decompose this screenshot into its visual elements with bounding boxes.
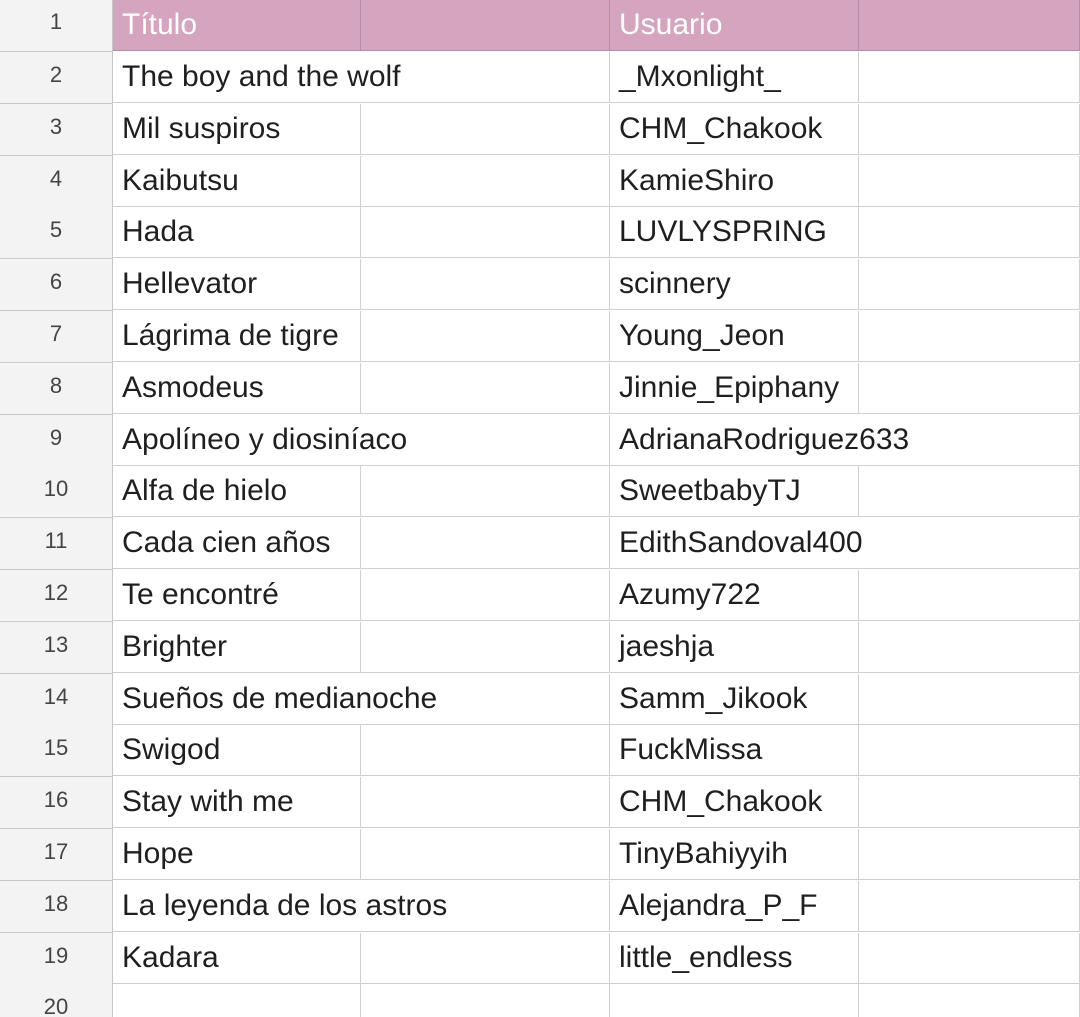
table-row: [0, 363, 1080, 415]
cell-b[interactable]: [361, 363, 610, 414]
cell-titulo-text: The boy and the wolf: [122, 60, 401, 93]
cell-usuario-text: little_endless: [619, 940, 793, 974]
cell-usuario[interactable]: [610, 881, 859, 932]
cell-titulo-text: Alfa de hielo: [122, 474, 288, 508]
table-row: [0, 311, 1080, 363]
row-number[interactable]: 19: [0, 933, 113, 985]
cell-usuario-text: AdrianaRodriguez633: [619, 422, 910, 456]
cell-d[interactable]: [859, 518, 1080, 569]
cell-b[interactable]: [361, 259, 610, 310]
row-number[interactable]: 12: [0, 570, 113, 622]
header-label-usuario: Usuario: [619, 8, 723, 41]
table-row: [0, 466, 1080, 518]
table-row: [0, 622, 1080, 674]
cell-d[interactable]: [859, 881, 1080, 932]
cell-d[interactable]: [859, 259, 1080, 310]
row-number[interactable]: 17: [0, 829, 113, 881]
table-row: [0, 52, 1080, 104]
cell-usuario[interactable]: [610, 674, 859, 725]
cell-usuario-text: KamieShiro: [619, 163, 775, 197]
row-number[interactable]: 20: [0, 984, 113, 1017]
cell-usuario[interactable]: [610, 725, 859, 776]
row-number[interactable]: 10: [0, 466, 113, 518]
table-row: [0, 518, 1080, 570]
table-row: [0, 725, 1080, 777]
cell-b[interactable]: [361, 518, 610, 569]
cell-titulo[interactable]: [113, 311, 361, 362]
cell-titulo[interactable]: [113, 674, 438, 725]
table-row: [0, 674, 1080, 726]
cell-b[interactable]: [361, 984, 610, 1017]
cell-titulo-text: Apolíneo y diosiníaco: [122, 422, 408, 456]
cell-d[interactable]: [859, 156, 1080, 207]
cell-d[interactable]: [859, 725, 1080, 776]
cell-usuario-text: _Mxonlight_: [619, 60, 781, 93]
cell-b[interactable]: [361, 777, 610, 828]
header-cell-usuario[interactable]: [610, 0, 859, 51]
row-number[interactable]: 9: [0, 415, 113, 467]
cell-usuario-text: TinyBahiyyih: [619, 837, 788, 870]
row-number[interactable]: 4: [0, 156, 113, 208]
cell-d[interactable]: [859, 674, 1080, 725]
cell-titulo-text: Hellevator: [122, 267, 258, 301]
cell-d[interactable]: [859, 52, 1080, 103]
cell-usuario[interactable]: [610, 570, 859, 621]
cell-b[interactable]: [361, 466, 610, 517]
cell-titulo[interactable]: [113, 52, 401, 103]
row-number[interactable]: 11: [0, 518, 113, 570]
table-row: [0, 156, 1080, 208]
cell-b[interactable]: [361, 829, 610, 880]
cell-titulo[interactable]: [113, 518, 361, 569]
cell-usuario-text: LUVLYSPRING: [619, 215, 827, 249]
cell-usuario[interactable]: [610, 311, 859, 362]
cell-d[interactable]: [859, 570, 1080, 621]
cell-titulo[interactable]: [113, 415, 408, 466]
cell-titulo-text: La leyenda de los astros: [122, 888, 448, 922]
cell-titulo[interactable]: [113, 466, 361, 517]
cell-titulo[interactable]: [113, 933, 361, 984]
cell-d[interactable]: [859, 777, 1080, 828]
cell-b[interactable]: [361, 570, 610, 621]
cell-titulo[interactable]: [113, 156, 361, 207]
cell-b[interactable]: [361, 207, 610, 258]
cell-titulo-text: Kadara: [122, 940, 219, 974]
cell-usuario[interactable]: [610, 933, 859, 984]
cell-d[interactable]: [859, 829, 1080, 880]
cell-titulo[interactable]: [113, 207, 361, 258]
cell-d[interactable]: [859, 622, 1080, 673]
cell-titulo-text: Swigod: [122, 733, 221, 767]
cell-d[interactable]: [859, 207, 1080, 258]
cell-titulo-text: Asmodeus: [122, 370, 264, 404]
row-number[interactable]: 16: [0, 777, 113, 829]
cell-titulo[interactable]: [113, 570, 361, 621]
cell-d[interactable]: [859, 466, 1080, 517]
cell-d[interactable]: [859, 933, 1080, 984]
cell-b[interactable]: [361, 156, 610, 207]
cell-usuario-text: Azumy722: [619, 578, 761, 611]
cell-usuario[interactable]: [610, 466, 859, 517]
cell-usuario[interactable]: [610, 415, 910, 466]
cell-usuario-text: jaeshja: [619, 629, 715, 663]
cell-usuario[interactable]: [610, 363, 859, 414]
table-row: [0, 104, 1080, 156]
cell-titulo[interactable]: [113, 777, 361, 828]
cell-usuario[interactable]: [610, 518, 863, 569]
header-label-titulo: Título: [122, 8, 198, 41]
cell-usuario-text: CHM_Chakook: [619, 111, 823, 145]
cell-titulo-text: Stay with me: [122, 785, 294, 819]
cell-titulo[interactable]: [113, 725, 361, 776]
row-number[interactable]: 8: [0, 363, 113, 415]
cell-titulo-text: Mil suspiros: [122, 111, 281, 145]
cell-titulo-text: Hada: [122, 215, 194, 249]
header-row: [0, 0, 1080, 52]
row-number[interactable]: 3: [0, 104, 113, 156]
cell-usuario[interactable]: [610, 622, 859, 673]
cell-b[interactable]: [361, 104, 610, 155]
cell-usuario[interactable]: [610, 156, 859, 207]
cell-b[interactable]: [361, 933, 610, 984]
cell-usuario-text: Jinnie_Epiphany: [619, 370, 840, 404]
row-number[interactable]: 1: [0, 0, 113, 52]
cell-titulo[interactable]: [113, 104, 361, 155]
cell-titulo[interactable]: [113, 622, 361, 673]
row-number[interactable]: 7: [0, 311, 113, 363]
table-row: [0, 259, 1080, 311]
row-number[interactable]: 6: [0, 259, 113, 311]
cell-usuario[interactable]: [610, 259, 859, 310]
table-row: [0, 881, 1080, 933]
row-number[interactable]: 13: [0, 622, 113, 674]
cell-usuario[interactable]: [610, 207, 859, 258]
cell-usuario-text: Young_Jeon: [619, 319, 785, 352]
cell-titulo-text: Hope: [122, 837, 194, 870]
table-row: [0, 570, 1080, 622]
cell-usuario-text: FuckMissa: [619, 733, 763, 767]
cell-titulo-text: Cada cien años: [122, 526, 331, 560]
header-cell-d[interactable]: [859, 0, 1080, 51]
table-row: [0, 984, 1080, 1017]
cell-b[interactable]: [361, 725, 610, 776]
table-row: [0, 777, 1080, 829]
table-row: [0, 415, 1080, 467]
cell-usuario[interactable]: [610, 52, 859, 103]
header-cell-b[interactable]: [361, 0, 610, 51]
table-row: [0, 207, 1080, 259]
cell-titulo[interactable]: [113, 881, 448, 932]
row-number[interactable]: 15: [0, 725, 113, 777]
cell-titulo[interactable]: [113, 984, 361, 1017]
cell-usuario-text: scinnery: [619, 267, 731, 301]
cell-titulo[interactable]: [113, 829, 361, 880]
cell-titulo[interactable]: [113, 363, 361, 414]
cell-titulo-text: Sueños de medianoche: [122, 681, 438, 715]
cell-d[interactable]: [859, 104, 1080, 155]
cell-usuario[interactable]: [610, 984, 859, 1017]
cell-usuario-text: Samm_Jikook: [619, 681, 808, 715]
cell-d[interactable]: [859, 311, 1080, 362]
cell-usuario[interactable]: [610, 777, 859, 828]
cell-titulo-text: Brighter: [122, 629, 228, 663]
table-row: [0, 829, 1080, 881]
row-number[interactable]: 14: [0, 674, 113, 726]
cell-titulo-text: Te encontré: [122, 578, 279, 611]
cell-usuario-text: EdithSandoval400: [619, 526, 863, 560]
cell-b[interactable]: [361, 311, 610, 362]
cell-d[interactable]: [859, 984, 1080, 1017]
cell-usuario[interactable]: [610, 104, 859, 155]
cell-d[interactable]: [859, 363, 1080, 414]
cell-usuario-text: CHM_Chakook: [619, 785, 823, 819]
cell-usuario-text: Alejandra_P_F: [619, 888, 818, 922]
cell-titulo-text: Lágrima de tigre: [122, 319, 339, 352]
cell-usuario-text: SweetbabyTJ: [619, 474, 801, 508]
cell-titulo-text: Kaibutsu: [122, 163, 239, 197]
row-number[interactable]: 2: [0, 52, 113, 104]
cell-b[interactable]: [361, 622, 610, 673]
row-number[interactable]: 18: [0, 881, 113, 933]
cell-usuario[interactable]: [610, 829, 859, 880]
row-number[interactable]: 5: [0, 207, 113, 259]
table-row: [0, 933, 1080, 985]
header-cell-titulo[interactable]: [113, 0, 361, 51]
cell-titulo[interactable]: [113, 259, 361, 310]
